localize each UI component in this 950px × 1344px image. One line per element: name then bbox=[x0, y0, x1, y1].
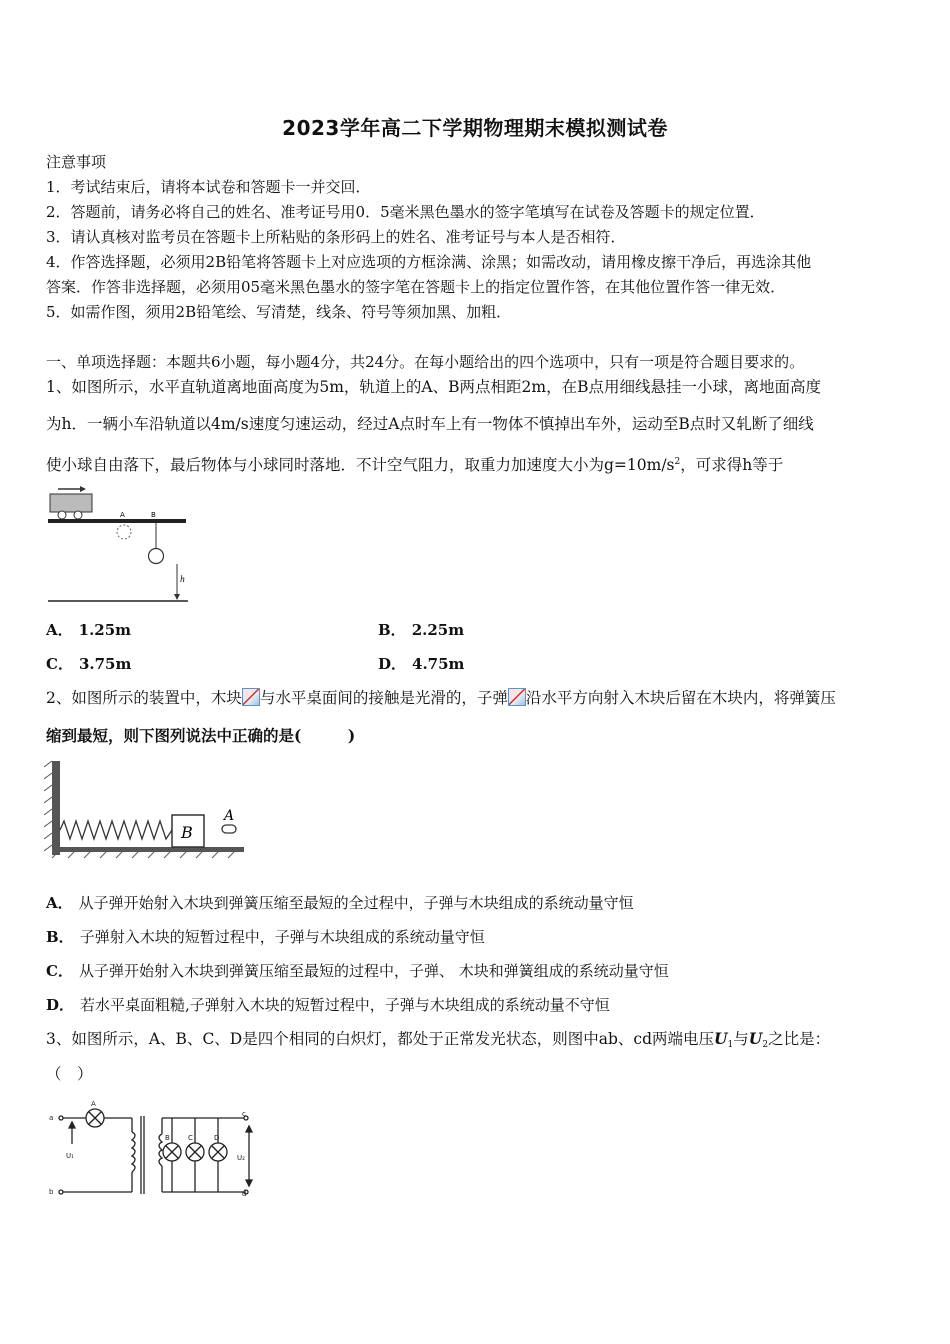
q2-line1-mid: 与水平桌面间的接触是光滑的，子弹 bbox=[259, 689, 508, 707]
q3-label-a: a bbox=[49, 1114, 54, 1122]
q2-line1-text: 2、如图所示的装置中，木块 bbox=[46, 689, 242, 707]
q1-option-c-text: 3.75m bbox=[78, 655, 132, 673]
q3-label-u1: U₁ bbox=[66, 1152, 74, 1160]
q1-line1: 1、如图所示，水平直轨道离地面高度为5m，轨道上的A、B两点相距2m，在B点用细线悬挂一小球，离地面高度 bbox=[46, 378, 821, 396]
q1-exponent: 2 bbox=[674, 457, 681, 467]
q1-option-a-key: A． bbox=[46, 621, 73, 639]
q1-option-d-key: D． bbox=[378, 655, 407, 673]
q1-label-a: A bbox=[120, 511, 125, 519]
notice-item-4: 4．作答选择题，必须用2B铅笔将答题卡上对应选项的方框涂满、涂黑；如需改动，请用橡皮擦干净后，再选涂其他 bbox=[46, 253, 812, 271]
q2-label-block: B bbox=[181, 823, 193, 842]
q3-line2: （ ） bbox=[46, 1065, 93, 1083]
q2-option-a[interactable] bbox=[46, 892, 634, 913]
broken-image-icon bbox=[242, 688, 260, 706]
notice-item-3: 3．请认真核对监考员在答题卡上所粘贴的条形码上的姓名、准考证号与本人是否相符． bbox=[46, 228, 626, 246]
q1-label-b: B bbox=[151, 511, 156, 519]
q2-option-a-text: 从子弹开始射入木块到弹簧压缩至最短的全过程中，子弹与木块组成的系统动量守恒 bbox=[78, 894, 634, 912]
q2-option-d-key: D． bbox=[46, 996, 75, 1014]
q2-option-b-key: B． bbox=[46, 928, 74, 946]
notice-heading: 注意事项 bbox=[46, 153, 107, 171]
q3-u2: U bbox=[748, 1029, 763, 1048]
q1-line3 bbox=[46, 451, 906, 476]
notice-item-5: 5．如需作图，须用2B铅笔绘、写清楚，线条、符号等须加黑、加粗． bbox=[46, 303, 512, 321]
q2-option-d[interactable] bbox=[46, 994, 610, 1015]
q3-label-lamp-a: A bbox=[91, 1100, 96, 1108]
q3-u1-sub: 1 bbox=[727, 1040, 734, 1050]
q2-option-d-text: 若水平桌面粗糙,子弹射入木块的短暂过程中，子弹与木块组成的系统动量不守恒 bbox=[80, 996, 610, 1014]
q2-label-bullet: A bbox=[224, 808, 235, 824]
q3-line1-tail: 之比是： bbox=[768, 1030, 831, 1048]
q3-label-lamp-d: D bbox=[214, 1134, 220, 1142]
page-title: 2023学年高二下学期物理期末模拟测试卷 bbox=[282, 116, 668, 140]
broken-image-icon bbox=[508, 688, 526, 706]
notice-item-1: 1．考试结束后，请将本试卷和答题卡一并交回． bbox=[46, 178, 371, 196]
q1-line2: 为h．一辆小车沿轨道以4m/s速度匀速运动，经过A点时车上有一物体不慎掉出车外，运动至B点时又轧断了细线 bbox=[46, 415, 814, 433]
q1-option-b-text: 2.25m bbox=[411, 621, 465, 639]
q1-option-b-key: B． bbox=[378, 621, 406, 639]
q3-figure bbox=[44, 1098, 264, 1202]
q3-label-d: d bbox=[242, 1190, 247, 1198]
q2-line1-tail: 沿水平方向射入木块后留在木块内，将弹簧压 bbox=[525, 689, 836, 707]
q1-line3-tail: ，可求得h等于 bbox=[680, 456, 784, 474]
q3-label-c: c bbox=[242, 1110, 246, 1118]
section-heading: 一、单项选择题：本题共6小题，每小题4分，共24分。在每小题给出的四个选项中，只有一项是符合题目要求的。 bbox=[46, 353, 805, 371]
q3-line1 bbox=[46, 1028, 906, 1056]
q2-line1 bbox=[46, 687, 906, 709]
q1-line3-text: 使小球自由落下，最后物体与小球同时落地．不计空气阻力，取重力加速度大小为g=10m/s bbox=[46, 456, 675, 474]
q1-option-c[interactable] bbox=[46, 653, 131, 674]
q2-option-c-text: 从子弹开始射入木块到弹簧压缩至最短的过程中，子弹、 木块和弹簧组成的系统动量守恒 bbox=[78, 962, 669, 980]
q2-option-b[interactable] bbox=[46, 926, 485, 947]
q2-option-c[interactable] bbox=[46, 960, 669, 981]
q2-option-c-key: C． bbox=[46, 962, 73, 980]
q1-label-h: h bbox=[180, 575, 186, 584]
q3-and: 与 bbox=[733, 1030, 749, 1048]
q3-u2-sub: 2 bbox=[762, 1040, 769, 1050]
notice-item-2: 2．答题前，请务必将自己的姓名、准考证号用0．5毫米黑色墨水的签字笔填写在试卷及答题卡的规定位置． bbox=[46, 203, 765, 221]
q3-label-lamp-c: C bbox=[188, 1134, 193, 1142]
q3-line1-text: 3、如图所示，A、B、C、D是四个相同的白炽灯，都处于正常发光状态，则图中ab、cd两端电压 bbox=[46, 1030, 715, 1048]
q1-option-c-key: C． bbox=[46, 655, 73, 673]
q3-label-u2: U₂ bbox=[237, 1154, 245, 1162]
q1-option-a[interactable] bbox=[46, 619, 131, 640]
notice-item-4-cont: 答案．作答非选择题，必须用05毫米黑色墨水的签字笔在答题卡上的指定位置作答，在其他位置作答一律无效． bbox=[46, 278, 786, 296]
q1-option-d[interactable] bbox=[378, 653, 464, 674]
q1-option-b[interactable] bbox=[378, 619, 464, 640]
q3-label-lamp-b: B bbox=[165, 1134, 170, 1142]
q2-option-a-key: A． bbox=[46, 894, 73, 912]
q3-u1: U bbox=[714, 1029, 728, 1048]
q1-option-a-text: 1.25m bbox=[78, 621, 132, 639]
q1-figure bbox=[44, 482, 194, 607]
q1-option-d-text: 4.75m bbox=[412, 655, 465, 673]
q2-figure bbox=[44, 757, 254, 861]
q2-option-b-text: 子弹射入木块的短暂过程中，子弹与木块组成的系统动量守恒 bbox=[79, 928, 485, 946]
q3-label-b: b bbox=[49, 1188, 54, 1196]
q2-line2: 缩到最短，则下图列说法中正确的是( ) bbox=[46, 726, 356, 745]
